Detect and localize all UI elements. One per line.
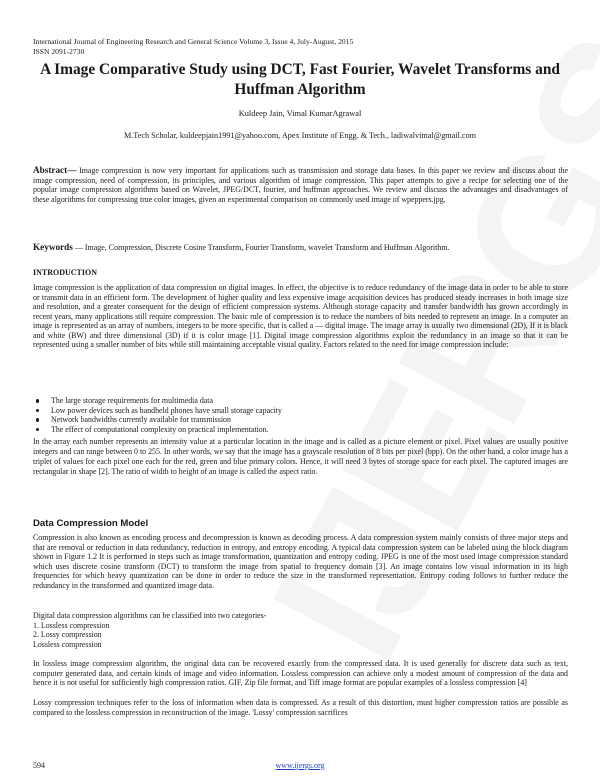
introduction-paragraph-1: Image compression is the application of data compression on digital images. In effect, the objective is to reduce redundancy of the image data in order to be able to store or transmit data in an efficient form. The development of higher quality and less expensive image acquisition devices has produced steady increases in both image size and resolution, and a greater consequent for the design of efficient compression systems. Although storage capacity and transfer bandwidth has grown accordingly in recent years, many applications still require compression. The basic rule of compression is to reduce the numbers of bits needed to represent an image. In a computer an image is represented as an array of numbers, integers to be more specific, that is called a — digital image. The image array is usually two dimensional (2D), If it is black and white (BW) and three dimensional (3D) if it is color image [1]. Digital image compression algorithms exploit the redundancy in an image so that it can be represented using a smaller number of bits while still maintaining acceptable visual quality. Factors related to the need for image compression include:	[33, 283, 568, 350]
category-lossy: 2. Lossy compression	[33, 630, 102, 640]
categories-intro-line: Digital data compression algorithms can be classified into two categories-	[33, 611, 267, 620]
compression-factors-list	[33, 396, 568, 434]
introduction-paragraph-2: In the array each number represents an intensity value at a particular location in the image and is called as a picture element or pixel. Pixel values are usually positive integers and can range between 0 to 255. In other words, we say that the image has a grayscale resolution of 8 bits per pixel (bpp). On the other hand, a color image has a triplet of values for each pixel one each for the red, green and blue primary colors. Hence, it will need 3 bytes of storage space for each pixel. The captured images are rectangular in shape [2]. The ratio of width to height of an image is called the aspect ratio.	[33, 437, 568, 476]
compression-categories	[33, 611, 568, 649]
list-item: The effect of computational complexity on practical implementation.	[33, 425, 568, 435]
journal-header: International Journal of Engineering Research and General Science Volume 3, Issue 4, July-August, 2015	[33, 37, 354, 46]
paper-title: A Image Comparative Study using DCT, Fast Fourier, Wavelet Transforms and Huffman Algorithm	[40, 61, 560, 98]
journal-website-link[interactable]: www.ijergs.org	[275, 761, 325, 770]
issn-line: ISSN 2091-2730	[33, 47, 85, 56]
abstract-label: Abstract—	[33, 165, 77, 175]
lossy-paragraph: Lossy compression techniques refer to the loss of information when data is compressed. As a result of this distortion, must higher compression ratios are possible as compared to the lossless compression in reconstruction of the image. 'Lossy' compression sacrifices	[33, 698, 568, 717]
abstract	[33, 166, 568, 204]
list-item: Network bandwidths currently available for transmission	[33, 415, 568, 425]
abstract-text: Image compression is now very important for applications such as transmission and storage data bases. In this paper we review and discuss about the image compression, need of compression, its principles, and various algorithm of image compression. This paper attempts to give a recipe for selecting one of the popular image compression algorithms based on Wavelet, JPEG/DCT, fourier, and huffman approaches. We review and discuss the advantages and disadvantages of these algorithms for compressing true color images, given an experimental comparison on commonly used image of wpeppers.jpg.	[33, 166, 568, 204]
category-lossless: 1. Lossless compression	[33, 620, 110, 630]
author-affiliation: M.Tech Scholar, kuldeepjain1991@yahoo.com, Apex Institute of Engg. & Tech., ladiwalvimal@gmail.com	[123, 131, 477, 140]
data-compression-model-heading: Data Compression Model	[33, 518, 149, 529]
list-item: The large storage requirements for multimedia data	[33, 396, 568, 406]
list-item: Low power devices such as handheld phones have small storage capacity	[33, 406, 568, 416]
keywords	[33, 242, 568, 253]
paper-authors: Kuldeep Jain, Vimal KumarAgrawal	[238, 109, 362, 118]
keywords-text: — Image, Compression, Discrete Cosine Transform, Fourier Transform, wavelet Transform and Huffman Algorithm.	[72, 243, 450, 252]
introduction-heading: INTRODUCTION	[33, 268, 98, 277]
compression-model-paragraph: Compression is also known as encoding process and decompression is known as decoding process. A data compression system mainly consists of three major steps and that are removal or reduction in data redundancy, reduction in entropy, and entropy encoding. A typical data compression system can be labeled using the block diagram shown in Figure 1.2 It is performed in steps such as image transformation, quantization and entropy coding. JPEG is one of the most used image compression standard which uses discrete cosine transform (DCT) to transform the image from spatial to frequency domain [3]. An image contains low visual information in its high frequencies for which heavy quantization can be done in order to reduce the size in the transformed representation. Entropy coding follows to further reduce the redundancy in the transformed and quantized image data.	[33, 533, 568, 590]
keywords-label: Keywords	[33, 242, 73, 252]
lossless-paragraph: In lossless image compression algorithm, the original data can be recovered exactly from the compressed data. It is used generally for discrete data such as text, computer generated data, and certain kinds of image and video information. Lossless compression can achieve only a modest amount of compression of the data and hence it is not useful for sufficiently high compression ratios. GIF, Zip file format, and Tiff image format are popular examples of a lossless compression [4]	[33, 659, 568, 688]
page-number: 594	[33, 761, 45, 770]
lossless-subheading: Lossless compression	[33, 639, 102, 649]
